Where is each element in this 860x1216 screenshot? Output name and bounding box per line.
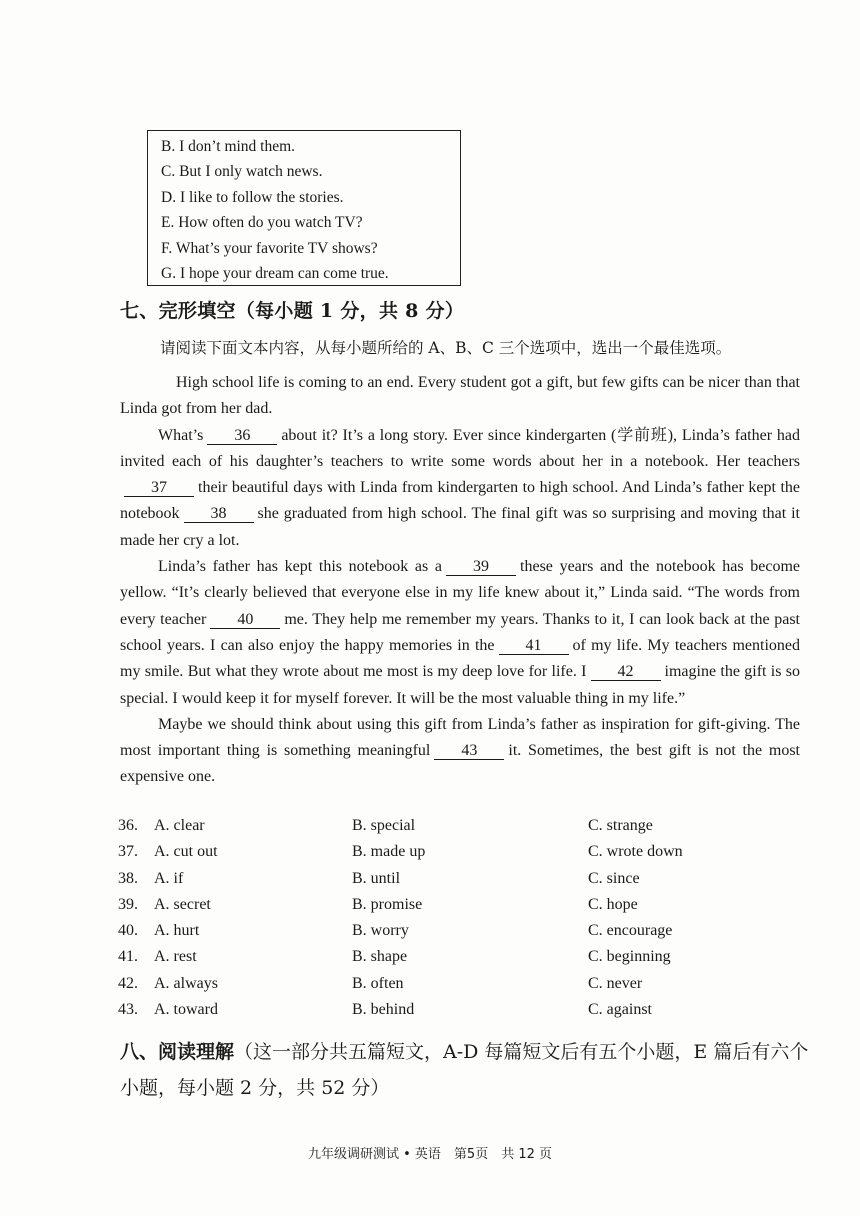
question-row: 37. A. cut out B. made up C. wrote down <box>118 843 683 861</box>
reading-section-title: 八、阅读理解 <box>120 1041 235 1063</box>
question-row: 43. A. toward B. behind C. against <box>118 1001 652 1019</box>
dialog-option: D. I like to follow the stories. <box>161 188 344 206</box>
blank-37: 37 <box>124 479 194 497</box>
dialog-option: C. But I only watch news. <box>161 163 323 181</box>
page-footer: 九年级调研测试 • 英语 第5页 共 12 页 <box>307 1147 552 1162</box>
paragraph-1: High school life is coming to an end. Every student got a gift, but few gifts can be nicer than that Linda got from her dad. <box>120 374 800 418</box>
cloze-instruction: 请阅读下面文本内容，从每小题所给的 A、B、C 三个选项中，选出一个最佳选项。 <box>160 339 732 357</box>
blank-40: 40 <box>210 611 280 629</box>
options-box <box>147 130 461 286</box>
reading-section-desc: （这一部分共五篇短文，A-D 每篇短文后有五个小题，E 篇后有六个小题，每小题 2 分，共 52 分） <box>120 1041 809 1099</box>
question-row: 38. A. if B. until C. since <box>118 869 640 887</box>
question-row: 41. A. rest B. shape C. beginning <box>118 948 671 966</box>
blank-36: 36 <box>207 427 277 445</box>
blank-39: 39 <box>446 558 516 576</box>
blank-38: 38 <box>184 505 254 523</box>
cloze-section-title: 七、完形填空（每小题 1 分，共 8 分） <box>120 300 465 322</box>
question-row: 40. A. hurt B. worry C. encourage <box>118 922 673 940</box>
question-row: 36. A. clear B. special C. strange <box>118 817 653 834</box>
blank-42: 42 <box>591 663 661 681</box>
cloze-passage <box>120 370 800 791</box>
blank-41: 41 <box>499 637 569 655</box>
paragraph-3: Linda’s father has kept this notebook as a 39 these years and the notebook has become yellow. “It’s clearly believed that everyone else in my life knew about it,” Linda said. “The words from every teacher 40 me. They help me remember my years. Thanks to it, I can look back at the past school years. I can also enjoy the happy memories in the 41 of my life. My teachers mentioned my smile. But what they wrote about me most is my deep love for life. I 42 imagine the gift is so special. I would keep it for myself forever. It will be the most valuable thing in my life.” <box>120 558 801 707</box>
dialog-option: G. I hope your dream can come true. <box>161 265 389 283</box>
reading-section-heading <box>120 1034 810 1106</box>
dialog-option: F. What’s your favorite TV shows? <box>161 239 378 257</box>
dialog-option: B. I don’t mind them. <box>161 138 296 155</box>
paragraph-4: Maybe we should think about using this gift from Linda’s father as inspiration for gift-giving. The most important thing is something meaningful 43 it. Sometimes, the best gift is not the most expensive one. <box>120 715 801 786</box>
question-row: 39. A. secret B. promise C. hope <box>118 895 638 913</box>
blank-43: 43 <box>434 742 504 760</box>
question-row: 42. A. always B. often C. never <box>118 974 643 992</box>
paragraph-2: What’s 36 about it? It’s a long story. Ever since kindergarten (学前班), Linda’s father had invited each of his daughter’s teachers to write some words about her in a notebook. Her teachers37 their beautiful days with Linda from kindergarten to high school. And Linda’s father kept the notebook 38 she graduated from high school. The final gift was so surprising and moving that it made her cry a lot. <box>120 426 800 549</box>
dialog-option: E. How often do you watch TV? <box>161 214 363 232</box>
cloze-options <box>118 817 818 1027</box>
